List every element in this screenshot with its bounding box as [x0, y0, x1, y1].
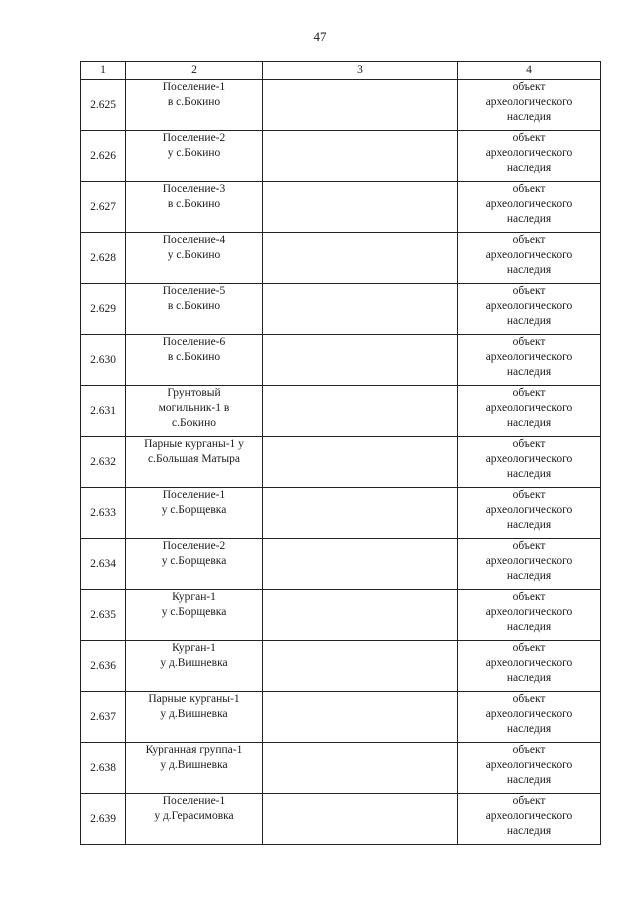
- page-number: 47: [313, 29, 327, 44]
- column-3-cell: [263, 692, 458, 743]
- row-number: 2.639: [81, 794, 126, 845]
- heritage-register-table: [80, 61, 601, 845]
- object-status: объект археологического наследия: [458, 335, 601, 386]
- object-status: объект археологического наследия: [458, 590, 601, 641]
- column-3-cell: [263, 743, 458, 794]
- object-status: объект археологического наследия: [458, 131, 601, 182]
- object-name: Курган-1 у д.Вишневка: [126, 641, 263, 692]
- table-row: [81, 131, 601, 182]
- object-status: объект археологического наследия: [458, 437, 601, 488]
- row-number: 2.637: [81, 692, 126, 743]
- table-row: [81, 692, 601, 743]
- object-status: объект археологического наследия: [458, 539, 601, 590]
- object-status: объект археологического наследия: [458, 641, 601, 692]
- table-row: [81, 743, 601, 794]
- column-3-cell: [263, 182, 458, 233]
- object-name: Курган-1 у с.Борщевка: [126, 590, 263, 641]
- object-name: Поселение-2 у с.Бокино: [126, 131, 263, 182]
- register-body: [81, 80, 601, 845]
- table-row: [81, 488, 601, 539]
- table-row: [81, 335, 601, 386]
- row-number: 2.632: [81, 437, 126, 488]
- object-status: объект археологического наследия: [458, 743, 601, 794]
- row-number: 2.635: [81, 590, 126, 641]
- row-number: 2.633: [81, 488, 126, 539]
- column-3-cell: [263, 488, 458, 539]
- object-status: объект археологического наследия: [458, 488, 601, 539]
- column-number-row: [81, 62, 601, 80]
- table-row: [81, 539, 601, 590]
- column-3-cell: [263, 539, 458, 590]
- column-header-1: 1: [81, 62, 126, 80]
- table-row: [81, 437, 601, 488]
- object-name: Парные курганы-1 у с.Большая Матыра: [126, 437, 263, 488]
- table-row: [81, 794, 601, 845]
- row-number: 2.625: [81, 80, 126, 131]
- table-row: [81, 182, 601, 233]
- table-row: [81, 233, 601, 284]
- row-number: 2.628: [81, 233, 126, 284]
- object-status: объект археологического наследия: [458, 386, 601, 437]
- table-row: [81, 386, 601, 437]
- object-name: Поселение-1 у д.Герасимовка: [126, 794, 263, 845]
- column-3-cell: [263, 641, 458, 692]
- row-number: 2.631: [81, 386, 126, 437]
- object-status: объект археологического наследия: [458, 80, 601, 131]
- object-name: Поселение-1 в с.Бокино: [126, 80, 263, 131]
- column-3-cell: [263, 335, 458, 386]
- object-status: объект археологического наследия: [458, 692, 601, 743]
- table-row: [81, 641, 601, 692]
- object-status: объект археологического наследия: [458, 794, 601, 845]
- row-number: 2.626: [81, 131, 126, 182]
- object-name: Поселение-2 у с.Борщевка: [126, 539, 263, 590]
- object-status: объект археологического наследия: [458, 182, 601, 233]
- object-name: Поселение-3 в с.Бокино: [126, 182, 263, 233]
- object-name: Поселение-5 в с.Бокино: [126, 284, 263, 335]
- column-3-cell: [263, 80, 458, 131]
- row-number: 2.630: [81, 335, 126, 386]
- column-header-3: 3: [263, 62, 458, 80]
- column-3-cell: [263, 284, 458, 335]
- row-number: 2.634: [81, 539, 126, 590]
- table-row: [81, 80, 601, 131]
- column-3-cell: [263, 233, 458, 284]
- object-name: Поселение-6 в с.Бокино: [126, 335, 263, 386]
- column-3-cell: [263, 794, 458, 845]
- object-name: Поселение-4 у с.Бокино: [126, 233, 263, 284]
- column-header-4: 4: [458, 62, 601, 80]
- object-name: Парные курганы-1 у д.Вишневка: [126, 692, 263, 743]
- column-header-2: 2: [126, 62, 263, 80]
- column-3-cell: [263, 131, 458, 182]
- object-status: объект археологического наследия: [458, 284, 601, 335]
- column-3-cell: [263, 590, 458, 641]
- table-row: [81, 590, 601, 641]
- column-3-cell: [263, 437, 458, 488]
- object-status: объект археологического наследия: [458, 233, 601, 284]
- column-3-cell: [263, 386, 458, 437]
- row-number: 2.638: [81, 743, 126, 794]
- row-number: 2.629: [81, 284, 126, 335]
- row-number: 2.627: [81, 182, 126, 233]
- row-number: 2.636: [81, 641, 126, 692]
- table-row: [81, 284, 601, 335]
- object-name: Поселение-1 у с.Борщевка: [126, 488, 263, 539]
- object-name: Курганная группа-1 у д.Вишневка: [126, 743, 263, 794]
- object-name: Грунтовый могильник-1 в с.Бокино: [126, 386, 263, 437]
